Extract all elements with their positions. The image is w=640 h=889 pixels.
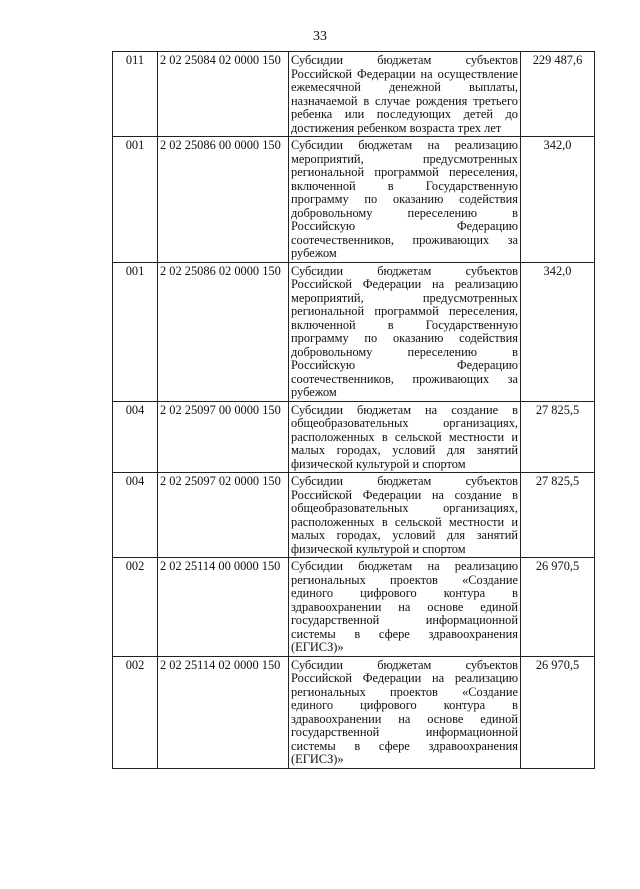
revenue-code-cell: 2 02 25086 00 0000 150 xyxy=(158,137,289,263)
table-row xyxy=(113,656,595,768)
revenue-code-cell: 2 02 25114 02 0000 150 xyxy=(158,656,289,768)
amount-cell: 342,0 xyxy=(521,137,595,263)
revenue-name-cell: Субсидии бюджетам субъектов Российской Федерации на создание в общеобразовательных организациях, расположенных в сельской местности и малых городах, условий для занятий физической культурой и спортом xyxy=(289,473,521,558)
table-row xyxy=(113,262,595,401)
revenue-code-cell: 2 02 25086 02 0000 150 xyxy=(158,262,289,401)
admin-code-cell: 011 xyxy=(113,52,158,137)
admin-code-cell: 001 xyxy=(113,262,158,401)
revenue-name-cell: Субсидии бюджетам субъектов Российской Федерации на осуществление ежемесячной денежной выплаты, назначаемой в случае рождения третьего ребенка или последующих детей до достижения ребенком возраста трех лет xyxy=(289,52,521,137)
revenue-code-cell: 2 02 25097 00 0000 150 xyxy=(158,401,289,473)
revenue-code-cell: 2 02 25084 02 0000 150 xyxy=(158,52,289,137)
revenue-code-cell: 2 02 25114 00 0000 150 xyxy=(158,558,289,657)
revenue-name-cell: Субсидии бюджетам на создание в общеобразовательных организациях, расположенных в сельской местности и малых городах, условий для занятий физической культурой и спортом xyxy=(289,401,521,473)
table-row xyxy=(113,401,595,473)
budget-revenue-table xyxy=(112,51,595,769)
table-row xyxy=(113,52,595,137)
revenue-name-cell: Субсидии бюджетам на реализацию региональных проектов «Создание единого цифрового контура в здравоохранении на основе единой государственной информационной системы в сфере здравоохранения (ЕГИСЗ)» xyxy=(289,558,521,657)
amount-cell: 229 487,6 xyxy=(521,52,595,137)
table-row xyxy=(113,473,595,558)
amount-cell: 27 825,5 xyxy=(521,473,595,558)
revenue-code-cell: 2 02 25097 02 0000 150 xyxy=(158,473,289,558)
admin-code-cell: 001 xyxy=(113,137,158,263)
table-row xyxy=(113,558,595,657)
revenue-name-cell: Субсидии бюджетам субъектов Российской Федерации на реализацию региональных проектов «Создание единого цифрового контура в здравоохранении на основе единой государственной информационной системы в сфере здравоохранения (ЕГИСЗ)» xyxy=(289,656,521,768)
admin-code-cell: 002 xyxy=(113,558,158,657)
table-row xyxy=(113,137,595,263)
amount-cell: 26 970,5 xyxy=(521,558,595,657)
admin-code-cell: 004 xyxy=(113,473,158,558)
amount-cell: 342,0 xyxy=(521,262,595,401)
admin-code-cell: 002 xyxy=(113,656,158,768)
revenue-name-cell: Субсидии бюджетам на реализацию мероприятий, предусмотренных региональной программой переселения, включенной в Государственную программу по оказанию содействия добровольному переселению в Российскую Федерацию соотечественников, проживающих за рубежом xyxy=(289,137,521,263)
amount-cell: 26 970,5 xyxy=(521,656,595,768)
admin-code-cell: 004 xyxy=(113,401,158,473)
revenue-name-cell: Субсидии бюджетам субъектов Российской Федерации на реализацию мероприятий, предусмотренных региональной программой переселения, включенной в Государственную программу по оказанию содействия добровольному переселению в Российскую Федерацию соотечественников, проживающих за рубежом xyxy=(289,262,521,401)
amount-cell: 27 825,5 xyxy=(521,401,595,473)
page-number: 33 xyxy=(313,29,327,44)
